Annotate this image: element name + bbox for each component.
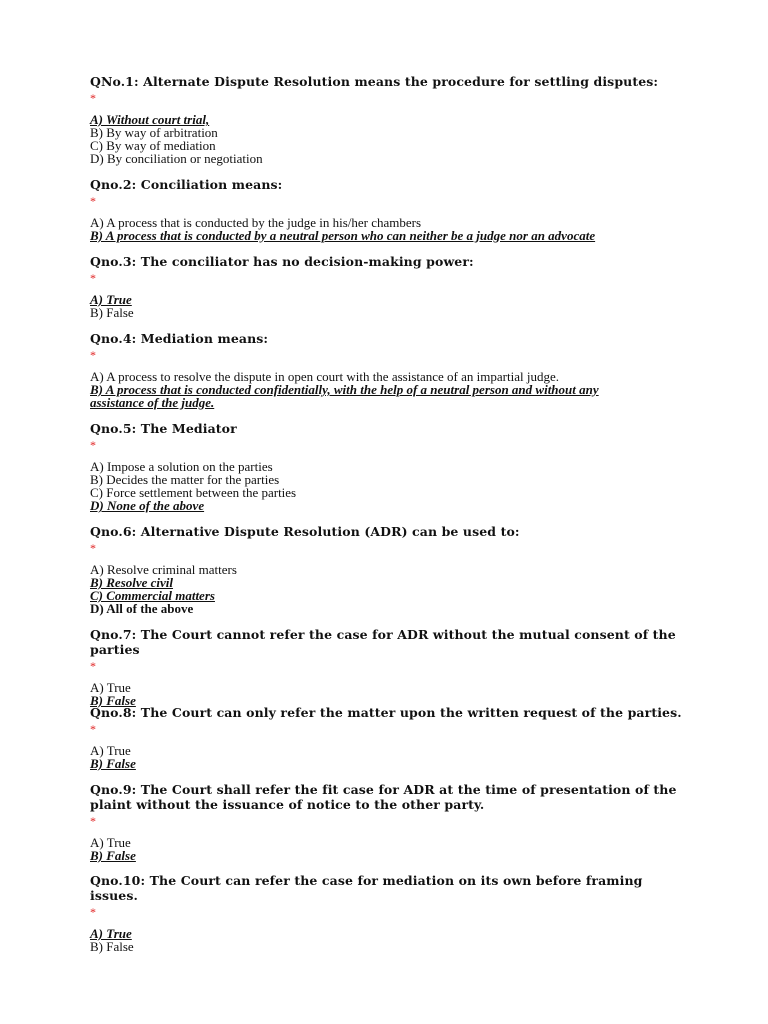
answer-option-d: D) By conciliation or negotiation xyxy=(90,151,263,166)
question-title: Qno.7: The Court cannot refer the case for ADR without the mutual consent of the parties xyxy=(90,627,676,657)
question-2 xyxy=(90,177,690,242)
required-asterisk: * xyxy=(90,722,96,736)
answer-option-a: A) True xyxy=(90,835,131,850)
question-title: Qno.4: Mediation means: xyxy=(90,331,269,346)
answer-option-b: B) Resolve civil xyxy=(90,575,174,590)
answer-option-d: D) All of the above xyxy=(90,601,194,616)
answer-option-b: B) False xyxy=(90,305,134,320)
question-4 xyxy=(90,331,690,409)
answer-option-a: A) True xyxy=(90,926,132,941)
answer-option-c: C) Force settlement between the parties xyxy=(90,485,297,500)
required-asterisk: * xyxy=(90,905,96,919)
answer-option-a: A) True xyxy=(90,743,131,758)
question-8 xyxy=(90,705,690,770)
question-title: Qno.3: The conciliator has no decision-making power: xyxy=(90,254,474,269)
answer-option-a: A) Impose a solution on the parties xyxy=(90,459,273,474)
question-7 xyxy=(90,627,690,707)
answer-option-b: B) By way of arbitration xyxy=(90,125,218,140)
question-9 xyxy=(90,782,690,862)
required-asterisk: * xyxy=(90,348,96,362)
answer-option-b: B) Decides the matter for the parties xyxy=(90,472,280,487)
question-10 xyxy=(90,873,690,953)
answer-option-a: A) True xyxy=(90,680,131,695)
question-title: Qno.5: The Mediator xyxy=(90,421,237,436)
answer-option-b: B) False xyxy=(90,693,136,708)
question-3 xyxy=(90,254,690,319)
answer-option-a: A) True xyxy=(90,292,132,307)
answer-option-b: B) A process that is conducted confidentially, with the help of a neutral person and without any assistance of the judge. xyxy=(90,382,599,410)
answer-option-c: C) By way of mediation xyxy=(90,138,216,153)
answer-option-b: B) False xyxy=(90,939,134,954)
answer-option-b: B) A process that is conducted by a neutral person who can neither be a judge nor an advocate xyxy=(90,228,596,243)
answer-option-a: A) Without court trial, xyxy=(90,112,210,127)
required-asterisk: * xyxy=(90,659,96,673)
question-title: Qno.9: The Court shall refer the fit case for ADR at the time of presentation of the plaint without the issuance of notice to the other party. xyxy=(90,782,677,812)
question-title: Qno.10: The Court can refer the case for mediation on its own before framing issues. xyxy=(90,873,643,903)
answer-option-a: A) Resolve criminal matters xyxy=(90,562,237,577)
required-asterisk: * xyxy=(90,541,96,555)
answer-option-b: B) False xyxy=(90,756,136,771)
answer-option-d: D) None of the above xyxy=(90,498,205,513)
answer-option-a: A) A process to resolve the dispute in open court with the assistance of an impartial judge. xyxy=(90,369,559,384)
required-asterisk: * xyxy=(90,271,96,285)
answer-option-a: A) A process that is conducted by the judge in his/her chambers xyxy=(90,215,422,230)
question-5 xyxy=(90,421,690,512)
question-title: QNo.1: Alternate Dispute Resolution means the procedure for settling disputes: xyxy=(90,74,659,89)
question-1 xyxy=(90,74,690,165)
answer-option-c: C) Commercial matters xyxy=(90,588,215,603)
required-asterisk: * xyxy=(90,194,96,208)
question-title: Qno.2: Conciliation means: xyxy=(90,177,283,192)
required-asterisk: * xyxy=(90,91,96,105)
question-6 xyxy=(90,524,690,615)
required-asterisk: * xyxy=(90,438,96,452)
required-asterisk: * xyxy=(90,814,96,828)
question-title: Qno.8: The Court can only refer the matter upon the written request of the parties. xyxy=(90,705,682,720)
answer-option-b: B) False xyxy=(90,848,136,863)
question-title: Qno.6: Alternative Dispute Resolution (ADR) can be used to: xyxy=(90,524,520,539)
